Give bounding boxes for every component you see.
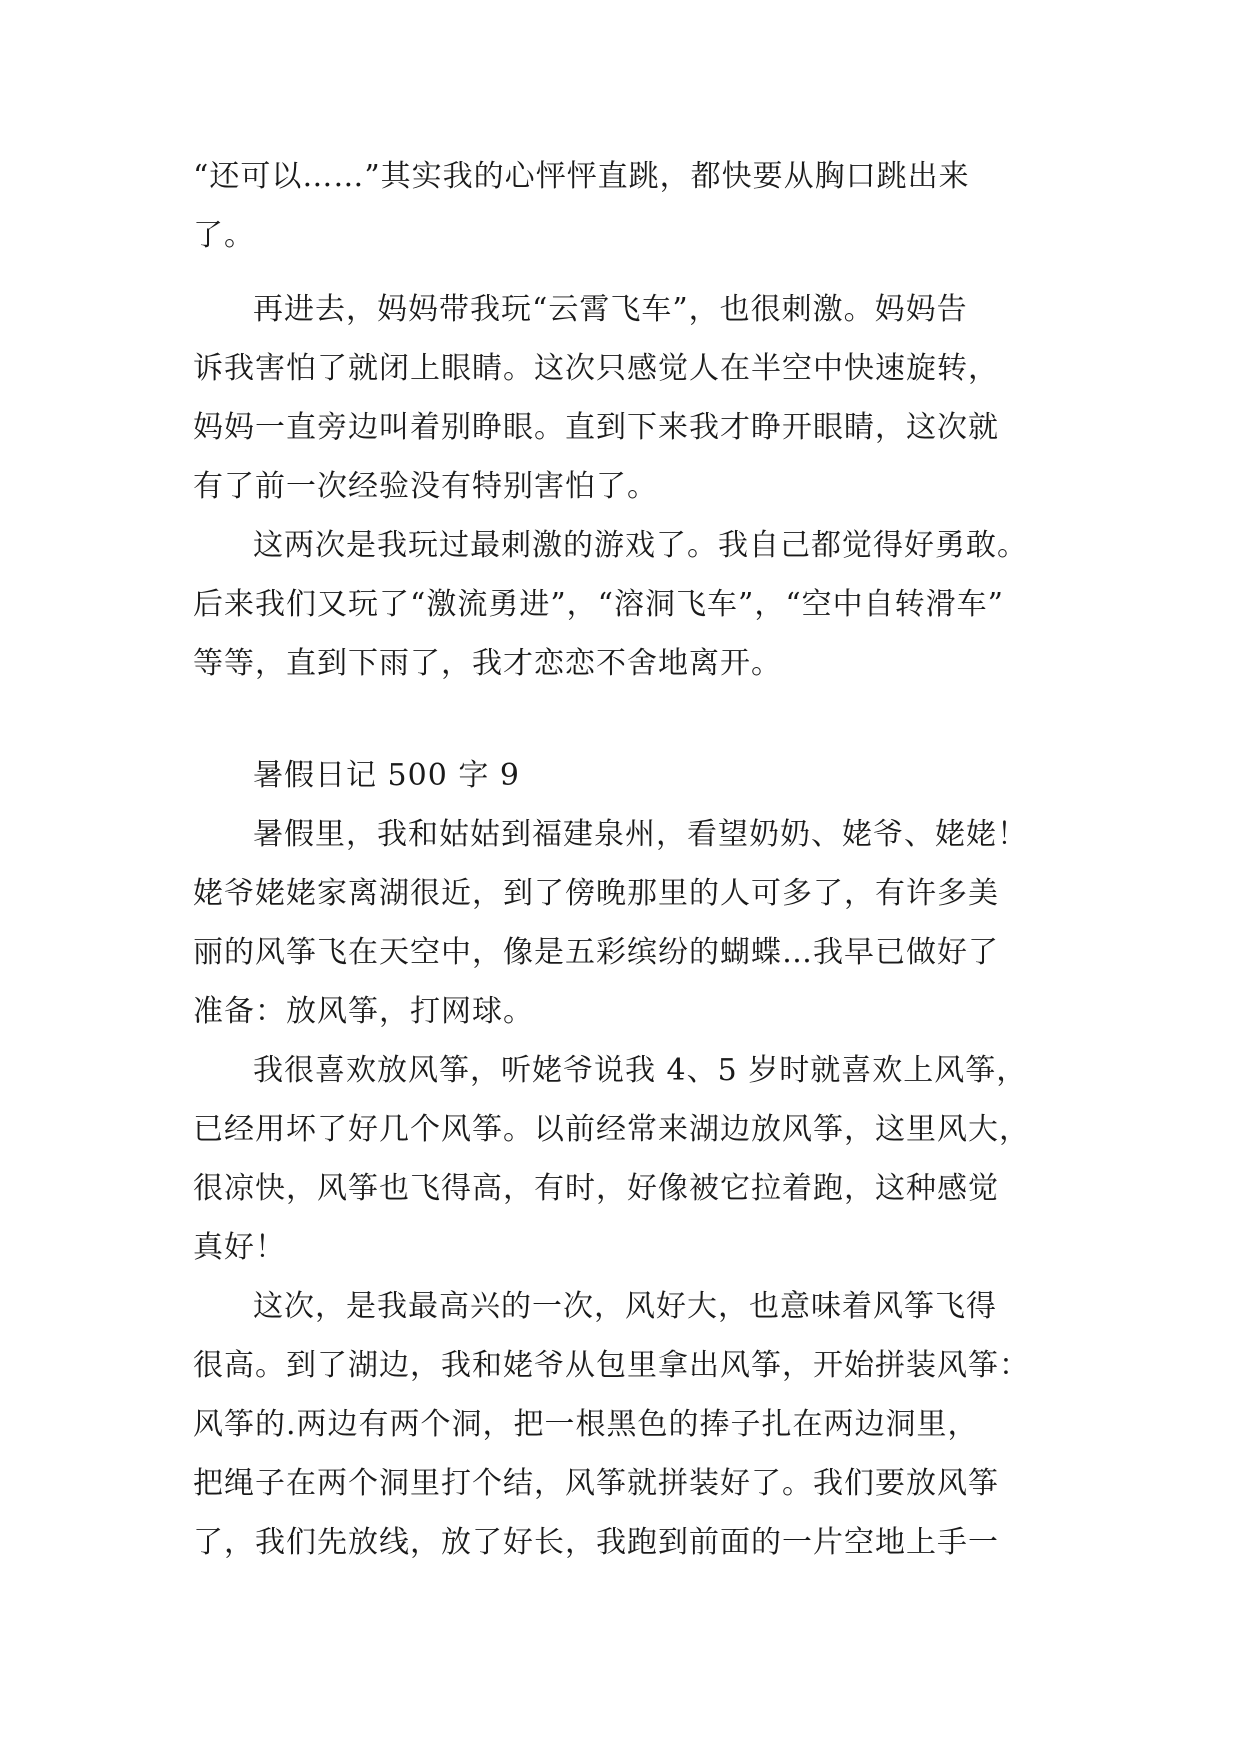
text-line: 有了前一次经验没有特别害怕了。 (193, 469, 658, 504)
text-line: 很凉快，风筝也飞得高，有时，好像被它拉着跑，这种感觉 (193, 1171, 999, 1206)
text-line: “还可以……”其实我的心怦怦直跳，都快要从胸口跳出来 (193, 159, 970, 194)
text-line: 已经用坏了好几个风筝。以前经常来湖边放风筝，这里风大， (193, 1112, 1030, 1147)
text-line: 了，我们先放线，放了好长，我跑到前面的一片空地上手一 (193, 1525, 999, 1560)
text-line: 风筝的.两边有两个洞，把一根黑色的捧子扎在两边洞里， (193, 1407, 979, 1442)
text-line: 姥爷姥姥家离湖很近，到了傍晚那里的人可多了，有许多美 (193, 876, 999, 911)
text-line: 这两次是我玩过最刺激的游戏了。我自己都觉得好勇敢。 (253, 528, 1028, 563)
text-line: 真好！ (193, 1230, 286, 1265)
text-line: 再进去，妈妈带我玩“云霄飞车”，也很刺激。妈妈告 (253, 292, 968, 327)
text-line: 准备：放风筝，打网球。 (193, 994, 534, 1029)
text-line: 很高。到了湖边，我和姥爷从包里拿出风筝，开始拼装风筝： (193, 1348, 1030, 1383)
text-line: 暑假里，我和姑姑到福建泉州，看望奶奶、姥爷、姥姥！ (253, 817, 1028, 852)
text-line: 诉我害怕了就闭上眼睛。这次只感觉人在半空中快速旋转， (193, 351, 999, 386)
text-line: 妈妈一直旁边叫着别睁眼。直到下来我才睁开眼睛，这次就 (193, 410, 999, 445)
section-heading: 暑假日记 500 字 9 (253, 758, 520, 793)
text-line: 了。 (193, 218, 255, 253)
text-line: 把绳子在两个洞里打个结，风筝就拼装好了。我们要放风筝 (193, 1466, 999, 1501)
text-line: 后来我们又玩了“激流勇进”，“溶洞飞车”，“空中自转滑车” (193, 587, 1005, 622)
text-line: 等等，直到下雨了，我才恋恋不舍地离开。 (193, 646, 782, 681)
text-line: 丽的风筝飞在天空中，像是五彩缤纷的蝴蝶…我早已做好了 (193, 935, 999, 970)
text-line: 我很喜欢放风筝，听姥爷说我 4、5 岁时就喜欢上风筝， (253, 1053, 1028, 1088)
text-line: 这次，是我最高兴的一次，风好大，也意味着风筝飞得 (253, 1289, 997, 1324)
